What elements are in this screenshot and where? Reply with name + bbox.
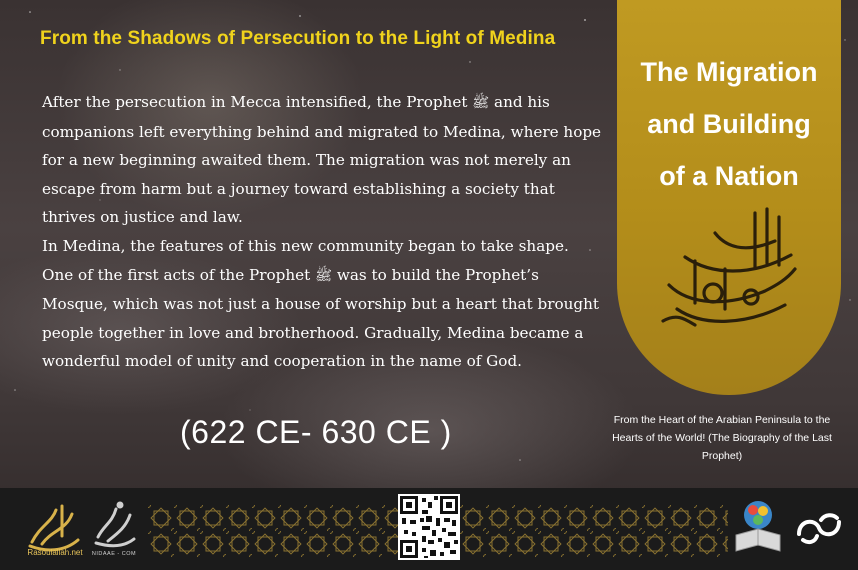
banner-title-line-2: and Building bbox=[647, 109, 811, 139]
rasoulallah-label[interactable]: Rasoulallah.net bbox=[27, 548, 83, 557]
banner-caption: From the Heart of the Arabian Peninsula to the Hearts of the World! (The Biography of the Last Prophet) bbox=[612, 414, 832, 462]
book-globe-logo-icon[interactable] bbox=[733, 495, 783, 557]
nidaae-logo-icon[interactable] bbox=[90, 497, 138, 553]
paragraph-1 bbox=[42, 88, 602, 232]
banner-title-line-1: The Migration bbox=[640, 57, 818, 87]
swirl-logo-icon[interactable] bbox=[793, 510, 845, 548]
paragraph-1-text-b: and his companions left everything behind and migrated to Medina, where hope for a new beginning awaited them. The migration was not merely an escape from harm but a journey toward establishing a society that thrives on justice and law. bbox=[42, 93, 602, 227]
banner-title bbox=[617, 46, 841, 202]
honorific-symbol: ﷺ bbox=[472, 95, 490, 111]
banner-title-line-3: of a Nation bbox=[659, 161, 799, 191]
paragraph-2-text-a: In Medina, the features of this new community began to take shape. One of the first acts of the Prophet bbox=[42, 236, 569, 284]
article-body bbox=[42, 88, 602, 376]
article-heading: From the Shadows of Persecution to the Light of Medina bbox=[40, 28, 556, 49]
paragraph-2 bbox=[42, 232, 602, 376]
paragraph-2-text-b: was to build the Prophet’s Mosque, which was not just a house of worship but a heart that brought people together in love and brotherhood. Gradually, Medina became a wonderful model of unity and cooperation in the name of God. bbox=[42, 265, 600, 371]
paragraph-1-text-a: After the persecution in Mecca intensified, the Prophet bbox=[42, 93, 473, 111]
nidaae-label[interactable]: NIDAAE - COM bbox=[91, 551, 137, 557]
salawat-calligraphy-icon bbox=[655, 205, 803, 335]
qr-code-icon[interactable] bbox=[398, 494, 460, 560]
title-banner bbox=[617, 0, 841, 395]
honorific-symbol: ﷺ bbox=[315, 267, 333, 284]
date-range: (622 CE- 630 CE ) bbox=[180, 414, 452, 450]
